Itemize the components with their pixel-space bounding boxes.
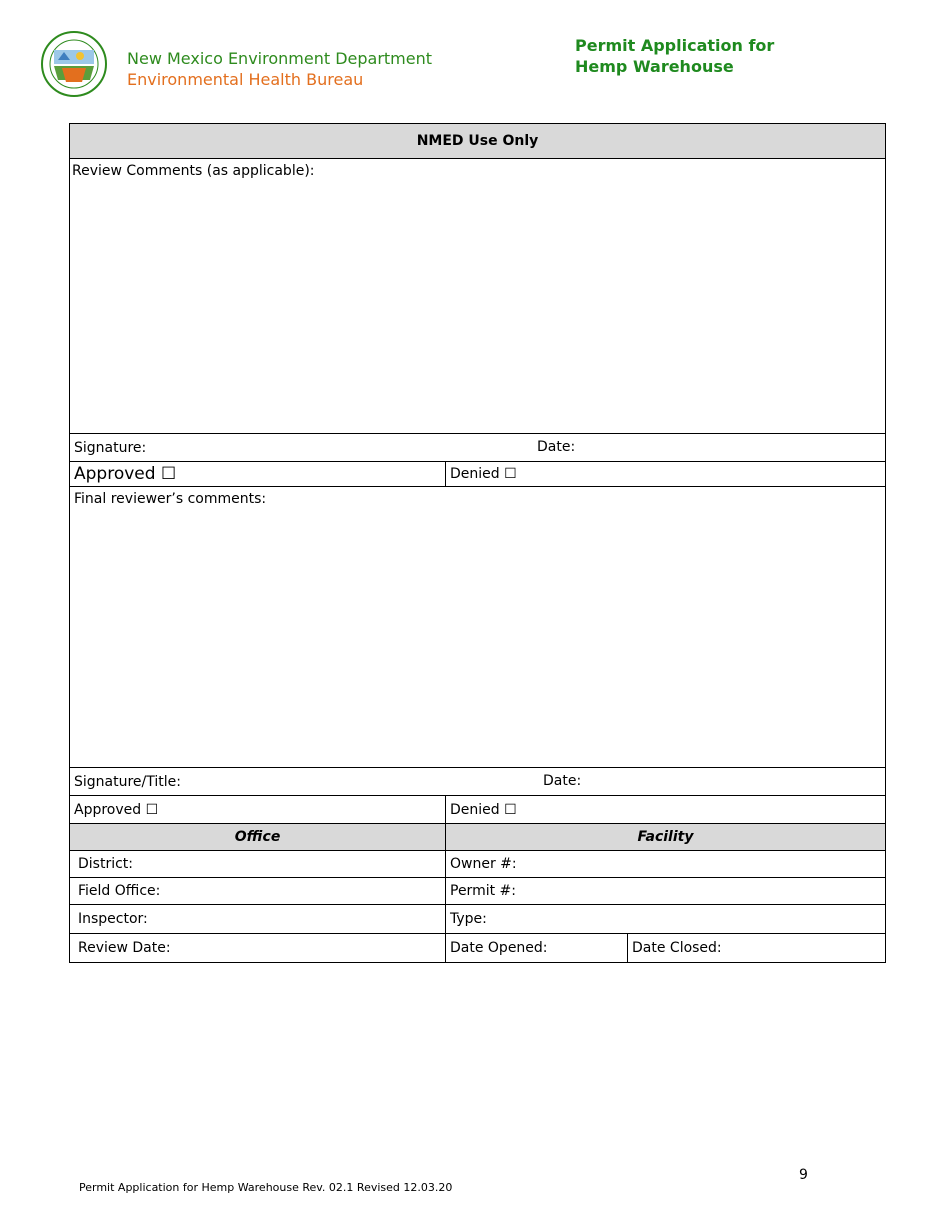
owner-number-field[interactable]: Owner #: bbox=[446, 851, 886, 878]
review-comments-label: Review Comments (as applicable): bbox=[72, 163, 315, 179]
signature-title-label: Signature/Title: bbox=[74, 773, 181, 790]
approved-checkbox[interactable]: Approved ☐ bbox=[70, 462, 446, 487]
signature-title-row[interactable] bbox=[70, 768, 886, 796]
signature-row[interactable] bbox=[70, 434, 886, 462]
nmed-use-only-table bbox=[69, 123, 886, 963]
page-title bbox=[575, 35, 774, 77]
date-closed-field[interactable]: Date Closed: bbox=[628, 934, 886, 963]
page-number: 9 bbox=[799, 1167, 808, 1183]
field-office-field[interactable]: Field Office: bbox=[70, 878, 446, 905]
nmed-seal-logo bbox=[40, 30, 108, 98]
denied-checkbox[interactable]: Denied ☐ bbox=[446, 462, 886, 487]
page-title-line-1: Permit Application for bbox=[575, 36, 775, 55]
signature-label: Signature: bbox=[74, 439, 147, 456]
facility-header: Facility bbox=[446, 824, 886, 851]
type-field[interactable]: Type: bbox=[446, 905, 886, 934]
page-title-line-2: Hemp Warehouse bbox=[575, 57, 734, 76]
footer-text: Permit Application for Hemp Warehouse Rev. 02.1 Revised 12.03.20 bbox=[79, 1181, 453, 1194]
final-comments-field[interactable] bbox=[70, 487, 886, 768]
date-label-2: Date: bbox=[543, 773, 582, 789]
office-header: Office bbox=[70, 824, 446, 851]
bureau-name: Environmental Health Bureau bbox=[127, 70, 364, 89]
nmed-use-only-header: NMED Use Only bbox=[70, 124, 886, 159]
approved-checkbox-2[interactable]: Approved ☐ bbox=[70, 796, 446, 824]
review-comments-field[interactable] bbox=[70, 159, 886, 434]
department-name: New Mexico Environment Department bbox=[127, 49, 433, 68]
permit-number-field[interactable]: Permit #: bbox=[446, 878, 886, 905]
review-date-field[interactable]: Review Date: bbox=[70, 934, 446, 963]
denied-checkbox-2[interactable]: Denied ☐ bbox=[446, 796, 886, 824]
inspector-field[interactable]: Inspector: bbox=[70, 905, 446, 934]
date-label: Date: bbox=[537, 439, 576, 455]
final-comments-label: Final reviewer’s comments: bbox=[74, 491, 267, 507]
district-field[interactable]: District: bbox=[70, 851, 446, 878]
date-opened-field[interactable]: Date Opened: bbox=[446, 934, 628, 963]
